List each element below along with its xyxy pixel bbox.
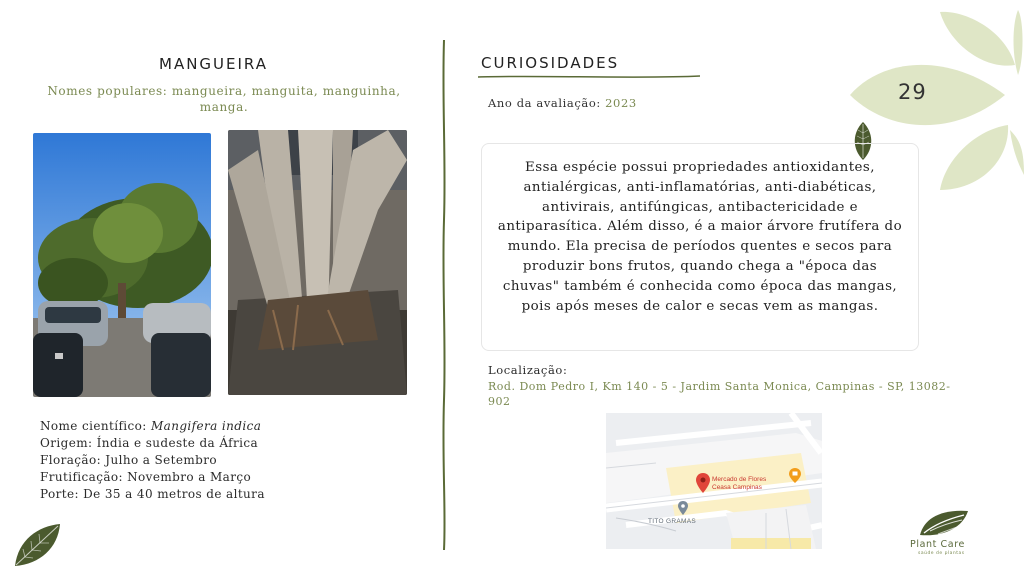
location-map[interactable] xyxy=(606,413,822,549)
place-pin-icon[interactable] xyxy=(678,501,688,515)
plant-care-logo-icon xyxy=(918,507,970,539)
page-number: 29 xyxy=(898,80,927,104)
shop-pin-icon[interactable] xyxy=(789,468,801,483)
title-underline xyxy=(478,74,703,80)
fruiting: Frutificação: Novembro a Março xyxy=(40,470,252,484)
flowering: Floração: Julho a Setembro xyxy=(40,453,218,467)
leaf-icon xyxy=(10,520,65,570)
scientific-name: Nome científico: Mangifera indica xyxy=(40,419,262,433)
location-label: Localização: xyxy=(488,363,568,377)
logo-name: Plant Care xyxy=(910,539,965,550)
species-facts xyxy=(40,418,265,503)
species-title: MANGUEIRA xyxy=(159,55,269,73)
popular-names: Nomes populares: mangueira, manguita, manguinha, manga. xyxy=(47,84,401,114)
location-address: Rod. Dom Pedro I, Km 140 - 5 - Jardim Santa Monica, Campinas - SP, 13082-902 xyxy=(488,380,951,408)
section-title: CURIOSIDADES xyxy=(481,54,620,72)
origin: Origem: Índia e sudeste da África xyxy=(40,436,259,450)
description-box: Essa espécie possui propriedades antioxidantes, antialérgicas, anti-inflamatórias, anti-diabéticas, antivirais, antifúngicas, antibactericidade e antiparasítica. Além disso, é a maior árvore frutífera do mundo. Ela precisa de períodos quentes e secos para produzir bons frutos, quando chega a "época das chuvas" também é conhecida como época das mangas, pois após meses de calor e secas vem as mangas. xyxy=(481,143,919,351)
logo-tagline: saúde de plantas xyxy=(918,551,965,556)
size: Porte: De 35 a 40 metros de altura xyxy=(40,487,265,501)
tree-photo xyxy=(33,133,211,397)
map-secondary-label: TITO GRAMAS xyxy=(648,518,696,525)
map-pin-icon[interactable] xyxy=(696,473,710,493)
trunk-photo xyxy=(228,130,407,395)
divider-line xyxy=(441,40,447,550)
evaluation-year: Ano da avaliação: 2023 xyxy=(488,96,637,110)
map-place-label: Mercado de Flores Ceasa Campinas xyxy=(712,476,767,491)
